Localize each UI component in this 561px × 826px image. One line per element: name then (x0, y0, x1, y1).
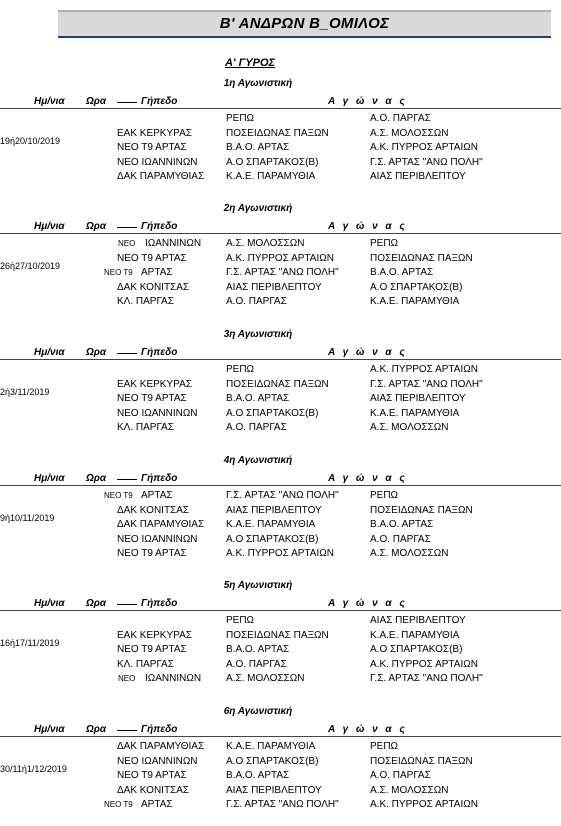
home-team: Α.Σ. ΜΟΛΟΣΣΩΝ (226, 673, 305, 684)
away-team: ΡΕΠΩ (370, 238, 399, 249)
venue-name: ΚΛ. ΠΑΡΓΑΣ (117, 658, 174, 670)
home-team: ΠΟΣΕΙΔΩΝΑΣ ΠΑΞΩΝ (226, 378, 329, 390)
column-header-venue: Γήπεδο (141, 473, 178, 484)
matchday-block (0, 706, 561, 826)
header-divider (0, 485, 561, 486)
fixture-row (0, 113, 561, 127)
fixture-row (0, 157, 561, 171)
matchday-block (0, 329, 561, 449)
away-team: Α.Κ. ΠΥΡΡΟΣ ΑΡΤΑΙΩΝ (370, 799, 478, 810)
fixture-row (0, 142, 561, 156)
fixture-row (0, 490, 561, 504)
home-team: Β.Α.Ο. ΑΡΤΑΣ (226, 770, 290, 781)
venue-prefix: ΝΕΟ (118, 239, 136, 248)
away-team: Α.Ο. ΠΑΡΓΑΣ (370, 113, 431, 124)
venue-name: ΝΕΟ Τ9 ΑΡΤΑΣ (117, 548, 187, 559)
venue-name: ΕΑΚ ΚΕΡΚΥΡΑΣ (117, 629, 192, 641)
fixture-row (0, 171, 561, 185)
fixture-row (0, 128, 561, 142)
away-team: Α.Ο. ΠΑΡΓΑΣ (370, 770, 431, 781)
header-divider (0, 736, 561, 737)
column-header-time: Ωρα (86, 347, 107, 358)
venue-name: ΔΑΚ ΚΟΝΙΤΣΑΣ (117, 784, 190, 796)
fixture-row (0, 253, 561, 267)
venue-name: ΑΡΤΑΣ (141, 799, 173, 810)
column-header-time: Ωρα (86, 724, 107, 735)
away-team: Α.Κ. ΠΥΡΡΟΣ ΑΡΤΑΙΩΝ (370, 142, 478, 153)
matchday-title: 2η Αγωνιστική (223, 203, 293, 214)
venue-name: ΔΑΚ ΚΟΝΙΤΣΑΣ (117, 504, 190, 516)
column-header-date: Ημ/νια (34, 473, 65, 484)
home-team: ΡΕΠΩ (226, 615, 255, 626)
matchday-title: 4η Αγωνιστική (223, 455, 293, 466)
column-header-match: Α γ ώ ν α ς (328, 221, 408, 232)
away-team: Κ.Α.Ε. ΠΑΡΑΜΥΘΙΑ (370, 629, 460, 641)
fixture-row (0, 534, 561, 548)
home-team: Α.Ο. ΠΑΡΓΑΣ (226, 658, 287, 670)
venue-underline (117, 730, 137, 731)
fixture-row (0, 548, 561, 562)
column-header-venue: Γήπεδο (141, 347, 178, 358)
round-title: Α' ΓΥΡΟΣ (224, 57, 276, 69)
venue-name: ΙΩΑΝΝΙΝΩΝ (145, 238, 202, 249)
venue-name: ΝΕΟ Τ9 ΑΡΤΑΣ (117, 770, 187, 781)
venue-name: ΝΕΟ Τ9 ΑΡΤΑΣ (117, 644, 187, 655)
away-team: ΑΙΑΣ ΠΕΡΙΒΛΕΠΤΟΥ (370, 615, 466, 626)
fixture-row (0, 267, 561, 281)
column-header-time: Ωρα (86, 473, 107, 484)
home-team: Α.Ο ΣΠΑΡΤΑΚΟΣ(Β) (226, 407, 319, 419)
column-header-venue: Γήπεδο (141, 724, 178, 735)
venue-name: ΔΑΚ ΚΟΝΙΤΣΑΣ (117, 281, 190, 293)
document-title-bar (58, 10, 551, 36)
matchday-block (0, 580, 561, 700)
column-header-time: Ωρα (86, 598, 107, 609)
venue-name: ΝΕΟ Τ9 ΑΡΤΑΣ (117, 142, 187, 153)
title-divider (58, 36, 551, 38)
away-team: ΠΟΣΕΙΔΩΝΑΣ ΠΑΞΩΝ (370, 755, 473, 767)
away-team: Α.Κ. ΠΥΡΡΟΣ ΑΡΤΑΙΩΝ (370, 658, 478, 670)
home-team: ΑΙΑΣ ΠΕΡΙΒΛΕΠΤΟΥ (226, 504, 322, 516)
matchday-date: 2ή3/11/2019 (0, 387, 50, 398)
matchday-date: 19ή20/10/2019 (0, 136, 61, 147)
header-divider (0, 610, 561, 611)
venue-underline (117, 479, 137, 480)
fixture-row (0, 644, 561, 658)
fixture-row (0, 408, 561, 422)
column-header-time: Ωρα (86, 221, 107, 232)
venue-name: ΝΕΟ Τ9 ΑΡΤΑΣ (117, 252, 187, 264)
matchday-title: 3η Αγωνιστική (223, 329, 293, 340)
column-header-match: Α γ ώ ν α ς (328, 598, 408, 609)
venue-name: ΝΕΟ ΙΩΑΝΝΙΝΩΝ (117, 407, 198, 419)
away-team: ΠΟΣΕΙΔΩΝΑΣ ΠΑΞΩΝ (370, 504, 473, 516)
fixture-row (0, 238, 561, 252)
matchday-date: 16ή17/11/2019 (0, 638, 60, 649)
fixture-row (0, 615, 561, 629)
home-team: Α.Ο ΣΠΑΡΤΑΚΟΣ(Β) (226, 156, 319, 168)
away-team: Β.Α.Ο. ΑΡΤΑΣ (370, 267, 434, 278)
column-header-date: Ημ/νια (34, 221, 65, 232)
away-team: Γ.Σ. ΑΡΤΑΣ "ΑΝΩ ΠΟΛΗ" (370, 378, 483, 390)
away-team: ΑΙΑΣ ΠΕΡΙΒΛΕΠΤΟΥ (370, 171, 466, 182)
matchday-title: 5η Αγωνιστική (223, 580, 293, 591)
home-team: Α.Σ. ΜΟΛΟΣΣΩΝ (226, 238, 305, 249)
column-header-match: Α γ ώ ν α ς (328, 724, 408, 735)
column-header-match: Α γ ώ ν α ς (328, 473, 408, 484)
home-team: ΠΟΣΕΙΔΩΝΑΣ ΠΑΞΩΝ (226, 629, 329, 641)
matchday-block (0, 203, 561, 323)
venue-prefix: ΝΕΟ Τ9 (104, 491, 133, 500)
fixture-row (0, 741, 561, 755)
column-header-date: Ημ/νια (34, 347, 65, 358)
fixture-row (0, 422, 561, 436)
venue-name: ΝΕΟ ΙΩΑΝΝΙΝΩΝ (117, 755, 198, 767)
away-team: Α.Ο. ΠΑΡΓΑΣ (370, 533, 431, 545)
venue-underline (117, 227, 137, 228)
home-team: Α.Ο. ΠΑΡΓΑΣ (226, 422, 287, 433)
column-header-date: Ημ/νια (34, 724, 65, 735)
column-header-date: Ημ/νια (34, 96, 65, 107)
away-team: Α.Κ. ΠΥΡΡΟΣ ΑΡΤΑΙΩΝ (370, 364, 478, 375)
home-team: Α.Ο ΣΠΑΡΤΑΚΟΣ(Β) (226, 755, 319, 767)
venue-underline (117, 102, 137, 103)
away-team: ΡΕΠΩ (370, 741, 399, 752)
home-team: ΡΕΠΩ (226, 113, 255, 124)
fixture-row (0, 785, 561, 799)
away-team: Α.Σ. ΜΟΛΟΣΣΩΝ (370, 127, 449, 139)
away-team: Α.Σ. ΜΟΛΟΣΣΩΝ (370, 548, 449, 559)
fixture-row (0, 393, 561, 407)
venue-name: ΕΑΚ ΚΕΡΚΥΡΑΣ (117, 378, 192, 390)
home-team: Γ.Σ. ΑΡΤΑΣ "ΑΝΩ ΠΟΛΗ" (226, 799, 339, 810)
column-header-match: Α γ ώ ν α ς (328, 347, 408, 358)
home-team: Α.Ο. ΠΑΡΓΑΣ (226, 296, 287, 307)
home-team: Β.Α.Ο. ΑΡΤΑΣ (226, 142, 290, 153)
fixture-row (0, 296, 561, 310)
fixture-row (0, 630, 561, 644)
away-team: ΠΟΣΕΙΔΩΝΑΣ ΠΑΞΩΝ (370, 252, 473, 264)
column-header-venue: Γήπεδο (141, 96, 178, 107)
matchday-date: 9ή10/11/2019 (0, 513, 55, 524)
fixture-row (0, 505, 561, 519)
column-header-venue: Γήπεδο (141, 221, 178, 232)
venue-name: ΔΑΚ ΠΑΡΑΜΥΘΙΑΣ (117, 741, 205, 752)
venue-name: ΑΡΤΑΣ (141, 267, 173, 278)
venue-name: ΔΑΚ ΠΑΡΑΜΥΘΙΑΣ (117, 519, 205, 530)
home-team: Κ.Α.Ε. ΠΑΡΑΜΥΘΙΑ (226, 171, 316, 182)
venue-prefix: ΝΕΟ Τ9 (104, 268, 133, 277)
venue-name: ΝΕΟ Τ9 ΑΡΤΑΣ (117, 393, 187, 404)
fixture-row (0, 519, 561, 533)
away-team: Α.Ο ΣΠΑΡΤΑΚΟΣ(Β) (370, 281, 463, 293)
matchday-date: 26ή27/10/2019 (0, 261, 61, 272)
fixture-row (0, 799, 561, 813)
away-team: ΑΙΑΣ ΠΕΡΙΒΛΕΠΤΟΥ (370, 393, 466, 404)
document-title: Β' ΑΝΔΡΩΝ Β_ΟΜΙΛΟΣ (219, 15, 390, 32)
fixture-row (0, 659, 561, 673)
column-header-match: Α γ ώ ν α ς (328, 96, 408, 107)
fixture-row (0, 364, 561, 378)
away-team: Γ.Σ. ΑΡΤΑΣ "ΑΝΩ ΠΟΛΗ" (370, 673, 483, 684)
header-divider (0, 233, 561, 234)
venue-underline (117, 604, 137, 605)
fixture-row (0, 379, 561, 393)
away-team: Α.Ο ΣΠΑΡΤΑΚΟΣ(Β) (370, 644, 463, 655)
venue-name: ΝΕΟ ΙΩΑΝΝΙΝΩΝ (117, 533, 198, 545)
matchday-title: 1η Αγωνιστική (223, 78, 293, 89)
away-team: Α.Σ. ΜΟΛΟΣΣΩΝ (370, 784, 449, 796)
venue-prefix: ΝΕΟ Τ9 (104, 800, 133, 809)
home-team: ΡΕΠΩ (226, 364, 255, 375)
fixture-row (0, 756, 561, 770)
home-team: Β.Α.Ο. ΑΡΤΑΣ (226, 393, 290, 404)
venue-name: ΑΡΤΑΣ (141, 490, 173, 501)
fixture-row (0, 673, 561, 687)
home-team: Α.Κ. ΠΥΡΡΟΣ ΑΡΤΑΙΩΝ (226, 252, 334, 264)
away-team: Α.Σ. ΜΟΛΟΣΣΩΝ (370, 422, 449, 433)
home-team: Γ.Σ. ΑΡΤΑΣ "ΑΝΩ ΠΟΛΗ" (226, 267, 339, 278)
venue-prefix: ΝΕΟ (118, 674, 136, 683)
column-header-date: Ημ/νια (34, 598, 65, 609)
venue-name: ΔΑΚ ΠΑΡΑΜΥΘΙΑΣ (117, 171, 205, 182)
fixture-row (0, 770, 561, 784)
away-team: Γ.Σ. ΑΡΤΑΣ "ΑΝΩ ΠΟΛΗ" (370, 156, 483, 168)
venue-name: ΙΩΑΝΝΙΝΩΝ (145, 673, 202, 684)
header-divider (0, 108, 561, 109)
header-divider (0, 359, 561, 360)
venue-name: ΚΛ. ΠΑΡΓΑΣ (117, 422, 174, 433)
home-team: Κ.Α.Ε. ΠΑΡΑΜΥΘΙΑ (226, 741, 316, 752)
away-team: Κ.Α.Ε. ΠΑΡΑΜΥΘΙΑ (370, 407, 460, 419)
venue-name: ΚΛ. ΠΑΡΓΑΣ (117, 296, 174, 307)
away-team: ΡΕΠΩ (370, 490, 399, 501)
home-team: Κ.Α.Ε. ΠΑΡΑΜΥΘΙΑ (226, 519, 316, 530)
venue-underline (117, 353, 137, 354)
venue-name: ΝΕΟ ΙΩΑΝΝΙΝΩΝ (117, 156, 198, 168)
column-header-time: Ωρα (86, 96, 107, 107)
home-team: ΑΙΑΣ ΠΕΡΙΒΛΕΠΤΟΥ (226, 281, 322, 293)
matchday-date: 30/11ή1/12/2019 (0, 764, 67, 775)
away-team: Κ.Α.Ε. ΠΑΡΑΜΥΘΙΑ (370, 296, 460, 307)
home-team: Α.Ο ΣΠΑΡΤΑΚΟΣ(Β) (226, 533, 319, 545)
away-team: Β.Α.Ο. ΑΡΤΑΣ (370, 519, 434, 530)
fixture-row (0, 282, 561, 296)
matchday-block (0, 455, 561, 575)
matchday-block (0, 78, 561, 198)
home-team: ΠΟΣΕΙΔΩΝΑΣ ΠΑΞΩΝ (226, 127, 329, 139)
matchday-title: 6η Αγωνιστική (223, 706, 293, 717)
venue-name: ΕΑΚ ΚΕΡΚΥΡΑΣ (117, 127, 192, 139)
home-team: Β.Α.Ο. ΑΡΤΑΣ (226, 644, 290, 655)
home-team: ΑΙΑΣ ΠΕΡΙΒΛΕΠΤΟΥ (226, 784, 322, 796)
column-header-venue: Γήπεδο (141, 598, 178, 609)
home-team: Α.Κ. ΠΥΡΡΟΣ ΑΡΤΑΙΩΝ (226, 548, 334, 559)
home-team: Γ.Σ. ΑΡΤΑΣ "ΑΝΩ ΠΟΛΗ" (226, 490, 339, 501)
